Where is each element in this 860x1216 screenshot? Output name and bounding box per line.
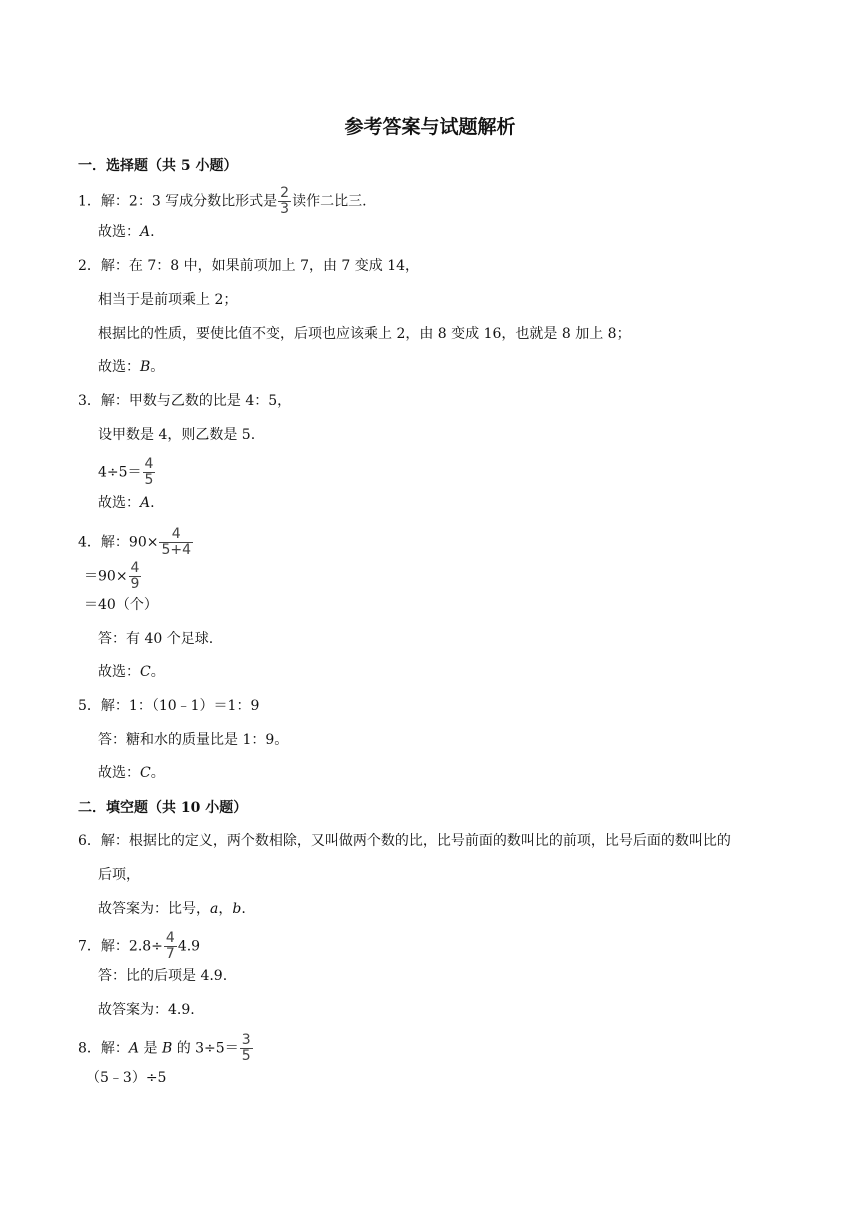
q3-equation: 4÷5＝ bbox=[98, 464, 142, 481]
q4-answer-line: 答：有 40 个足球. bbox=[98, 631, 214, 647]
q4-line-1 bbox=[78, 527, 194, 558]
q3-line-3 bbox=[98, 457, 156, 488]
q5-conclusion-end: 。 bbox=[150, 765, 165, 781]
q4-frac2-den: 9 bbox=[130, 576, 140, 592]
q5-answer: C bbox=[140, 765, 151, 781]
q5-line-2: 答：糖和水的质量比是 1：9。 bbox=[98, 732, 289, 748]
q6-conclusion-end: . bbox=[241, 901, 246, 917]
q8-frac-num: 3 bbox=[241, 1032, 251, 1048]
q6-var-b: b bbox=[232, 901, 242, 917]
q7-frac-num: 4 bbox=[165, 930, 175, 946]
q5-conclusion-label: 故选： bbox=[98, 765, 140, 781]
q8-fraction bbox=[240, 1033, 253, 1064]
q2-line-2: 相当于是前项乘上 2； bbox=[98, 292, 238, 308]
q6-conclusion bbox=[98, 899, 246, 919]
q4-equation-1: 4．解：90× bbox=[78, 534, 159, 551]
q2-conclusion bbox=[98, 357, 164, 377]
q8-var-a: A bbox=[128, 1040, 140, 1057]
q3-conclusion-end: . bbox=[150, 495, 155, 511]
q2-answer: B bbox=[140, 359, 151, 375]
q2-conclusion-label: 故选： bbox=[98, 359, 140, 375]
q3-line-1: 3．解：甲数与乙数的比是 4：5， bbox=[78, 393, 292, 409]
q3-conclusion bbox=[98, 493, 155, 513]
q5-line-1: 5．解：1：（10﹣1）＝1：9 bbox=[78, 698, 260, 714]
q7-frac-den: 7 bbox=[165, 946, 175, 962]
q7-fraction bbox=[164, 931, 177, 962]
q1-conclusion-end: . bbox=[150, 224, 155, 240]
q6-var-a: a bbox=[210, 901, 219, 917]
q6-separator: ， bbox=[218, 901, 233, 917]
q7-equation: 7．解：2.8÷ bbox=[78, 938, 163, 955]
q1-fraction bbox=[278, 186, 291, 217]
q8-line-2: （5﹣3）÷5 bbox=[86, 1070, 167, 1086]
q3-line-2: 设甲数是 4，则乙数是 5. bbox=[98, 427, 256, 443]
q1-answer: A bbox=[140, 224, 151, 240]
q4-fraction-2 bbox=[129, 561, 142, 592]
q3-fraction bbox=[143, 457, 156, 488]
q1-text-b: 读作二比三. bbox=[292, 193, 367, 210]
q4-line-2 bbox=[84, 561, 142, 592]
q4-fraction-1 bbox=[159, 527, 193, 558]
q2-line-3: 根据比的性质，要使比值不变，后项也应该乘上 2，由 8 变成 16，也就是 8 加上 8； bbox=[98, 326, 631, 342]
q1-conclusion-label: 故选： bbox=[98, 224, 140, 240]
q8-line-1 bbox=[78, 1033, 254, 1064]
q6-line-1: 6．解：根据比的定义，两个数相除，又叫做两个数的比，比号前面的数叫比的前项，比号后面的数叫比的 bbox=[78, 833, 731, 849]
q8-frac-den: 5 bbox=[241, 1048, 251, 1064]
q3-frac-num: 4 bbox=[144, 456, 154, 472]
q4-conclusion-end: 。 bbox=[150, 664, 165, 680]
q7-result: 4.9 bbox=[177, 938, 201, 955]
q1-frac-den: 3 bbox=[280, 201, 290, 217]
q6-line-2: 后项， bbox=[98, 867, 140, 883]
q4-conclusion-label: 故选： bbox=[98, 664, 140, 680]
section-heading-fill: 二．填空题（共 10 小题） bbox=[78, 800, 248, 816]
q7-conclusion: 故答案为：4.9. bbox=[98, 1002, 195, 1018]
q4-line-3: ＝40（个） bbox=[84, 597, 158, 613]
q1-line-1 bbox=[78, 186, 367, 217]
q1-text: 1．解：2：3 写成分数比形式是 bbox=[78, 193, 278, 210]
q8-var-b: B bbox=[161, 1040, 173, 1057]
q8-text-1: 是 bbox=[139, 1040, 162, 1057]
q3-conclusion-label: 故选： bbox=[98, 495, 140, 511]
q3-frac-den: 5 bbox=[144, 472, 154, 488]
q6-conclusion-label: 故答案为：比号， bbox=[98, 901, 210, 917]
q2-conclusion-end: 。 bbox=[150, 359, 165, 375]
q2-line-1: 2．解：在 7：8 中，如果前项加上 7，由 7 变成 14， bbox=[78, 258, 420, 274]
q1-conclusion bbox=[98, 222, 155, 242]
q7-answer-line: 答：比的后项是 4.9. bbox=[98, 968, 228, 984]
q1-frac-num: 2 bbox=[280, 185, 290, 201]
page-title: 参考答案与试题解析 bbox=[344, 116, 516, 138]
q3-answer: A bbox=[140, 495, 151, 511]
q5-conclusion bbox=[98, 763, 165, 783]
q7-line-1 bbox=[78, 931, 200, 962]
q4-equation-2: ＝90× bbox=[84, 568, 128, 585]
q4-frac1-num: 4 bbox=[171, 526, 181, 542]
q4-conclusion bbox=[98, 662, 165, 682]
q4-answer: C bbox=[140, 664, 151, 680]
q8-label: 8．解： bbox=[78, 1040, 129, 1057]
q4-frac1-den: 5+4 bbox=[161, 542, 191, 558]
q8-text-2: 的 3÷5＝ bbox=[172, 1040, 239, 1057]
section-heading-choice: 一．选择题（共 5 小题） bbox=[78, 158, 238, 174]
q4-frac2-num: 4 bbox=[130, 560, 140, 576]
